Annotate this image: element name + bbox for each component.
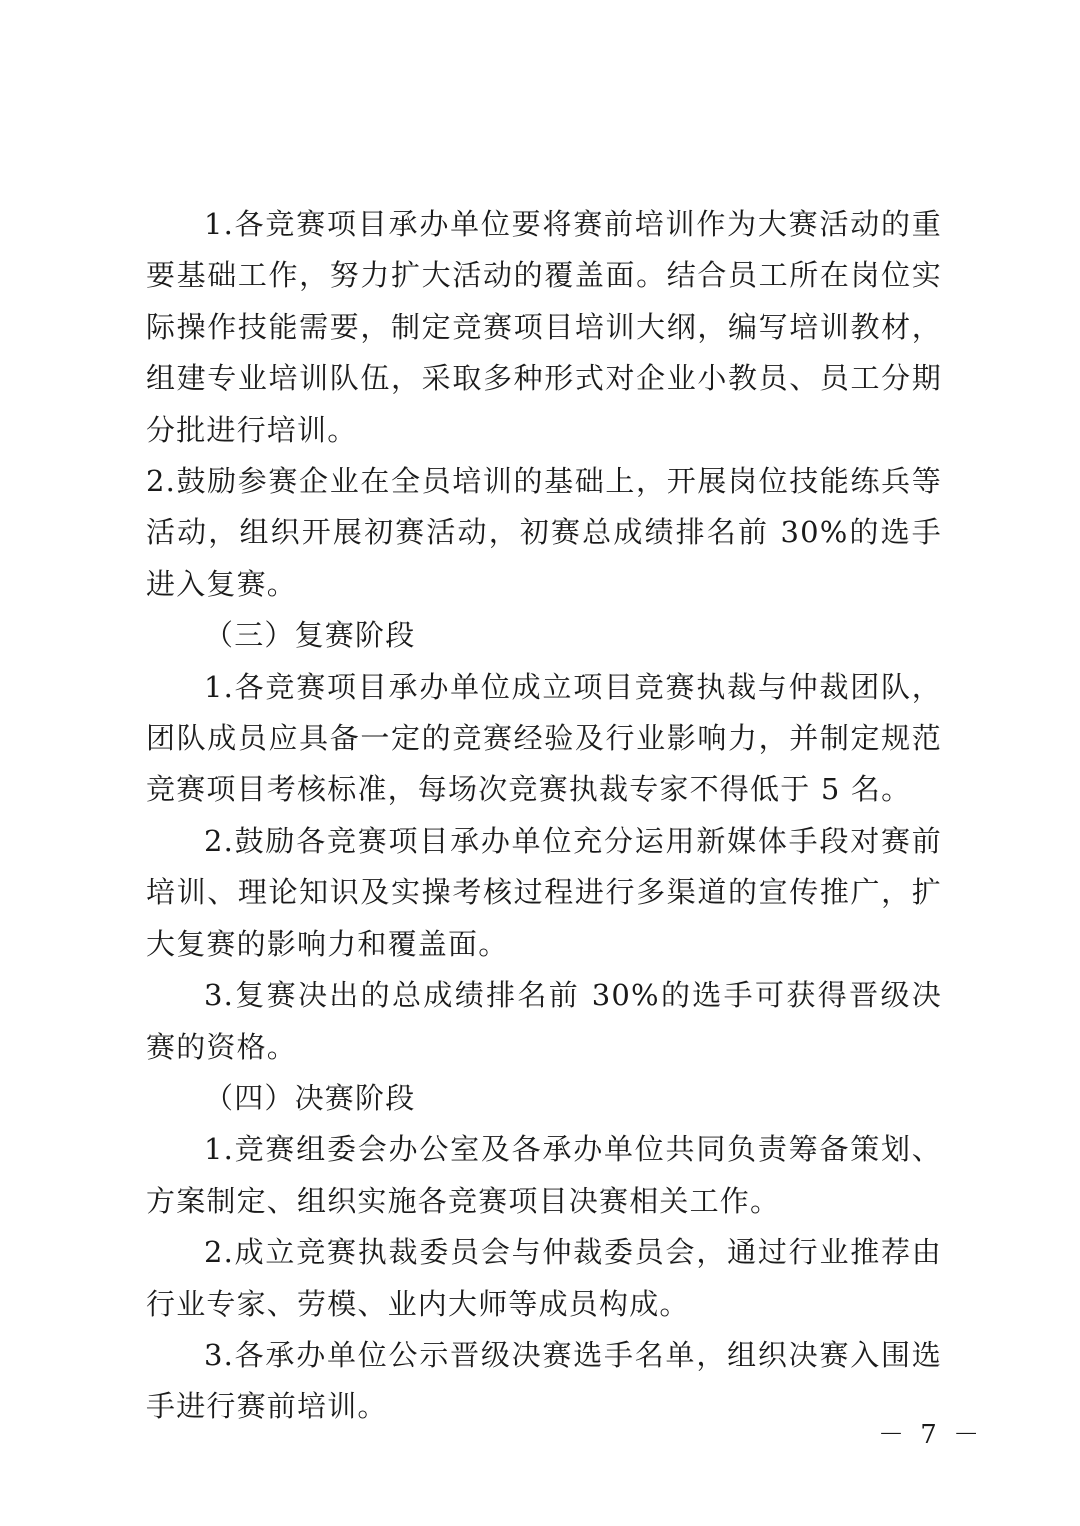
paragraph-final-3: 3.各承办单位公示晋级决赛选手名单，组织决赛入围选手进行赛前培训。 bbox=[146, 1337, 942, 1424]
paragraph-semifinal-3: 3.复赛决出的总成绩排名前 30%的选手可获得晋级决赛的资格。 bbox=[146, 978, 942, 1064]
section-heading-final: （四）决赛阶段 bbox=[204, 1080, 416, 1115]
paragraph-final-2: 2.成立竞赛执裁委员会与仲裁委员会，通过行业推荐由行业专家、劳模、业内大师等成员构成。 bbox=[146, 1235, 942, 1321]
paragraph-final-1: 1.竞赛组委会办公室及各承办单位共同负责筹备策划、方案制定、组织实施各竞赛项目决赛相关工作。 bbox=[146, 1132, 942, 1218]
paragraph-training-2: 2.鼓励参赛企业在全员培训的基础上，开展岗位技能练兵等活动，组织开展初赛活动，初赛总成绩排名前 30%的选手进入复赛。 bbox=[146, 464, 942, 601]
paragraph-training-1: 1.各竞赛项目承办单位要将赛前培训作为大赛活动的重要基础工作，努力扩大活动的覆盖面。结合员工所在岗位实际操作技能需要，制定竞赛项目培训大纲，编写培训教材，组建专业培训队伍，采取多种形式对企业小教员、员工分期分批进行培训。 bbox=[146, 207, 942, 447]
paragraph-semifinal-2: 2.鼓励各竞赛项目承办单位充分运用新媒体手段对赛前培训、理论知识及实操考核过程进行多渠道的宣传推广，扩大复赛的影响力和覆盖面。 bbox=[146, 823, 942, 961]
document-body bbox=[146, 199, 942, 1433]
section-heading-semifinal: （三）复赛阶段 bbox=[204, 618, 416, 653]
paragraph-semifinal-1: 1.各竞赛项目承办单位成立项目竞赛执裁与仲裁团队，团队成员应具备一定的竞赛经验及行业影响力，并制定规范竞赛项目考核标准，每场次竞赛执裁专家不得低于 5 名。 bbox=[146, 669, 942, 807]
page-number: － 7 － bbox=[878, 1420, 984, 1450]
